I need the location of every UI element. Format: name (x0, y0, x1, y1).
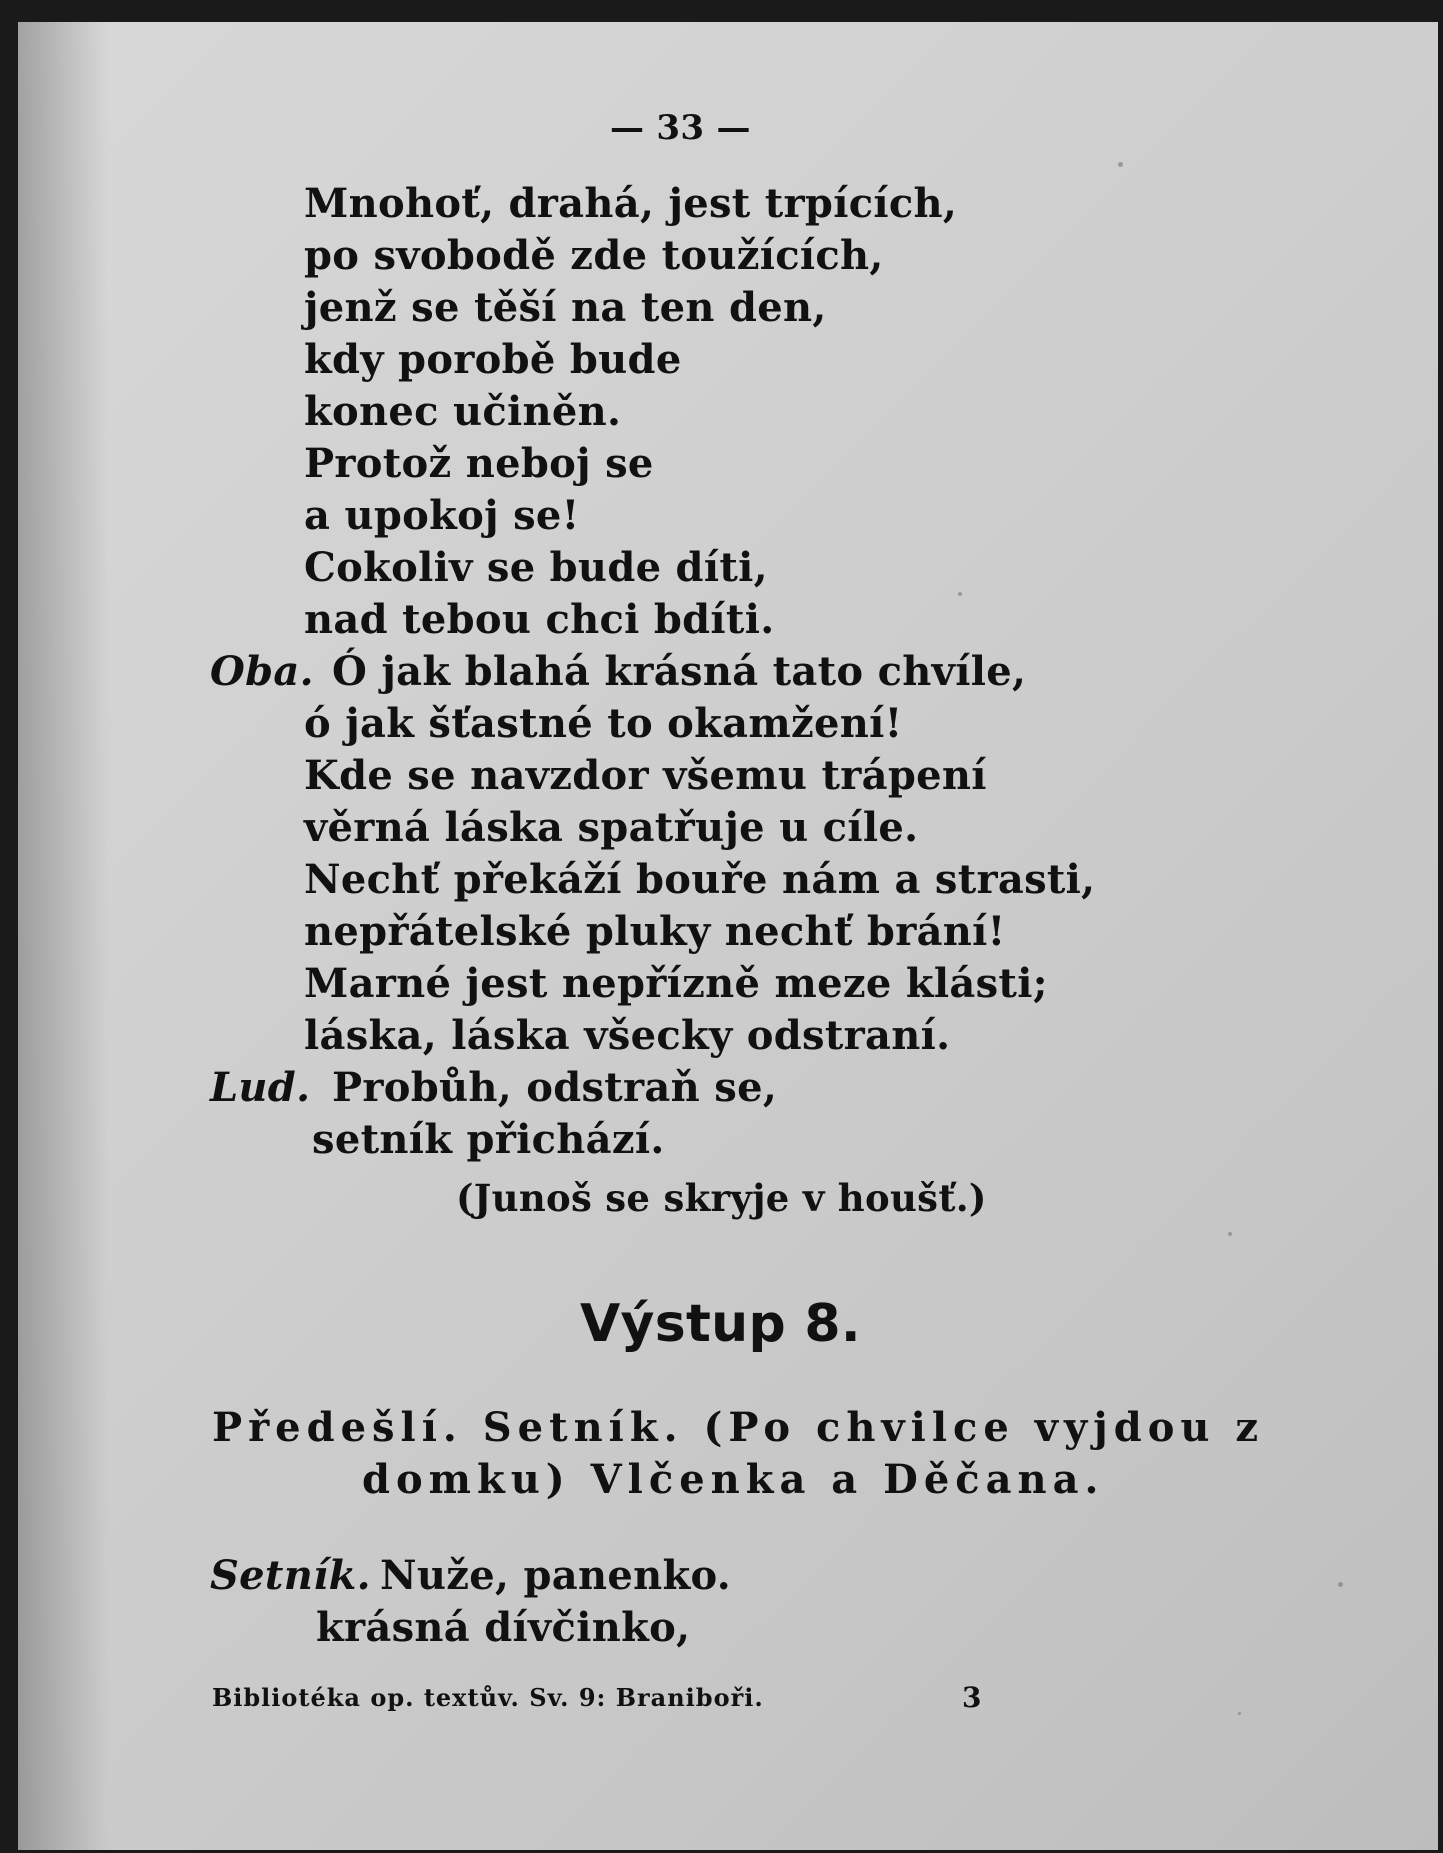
paper-speck (1338, 1582, 1343, 1587)
stage-direction: (Junoš se skryje v houšť.) (456, 1176, 987, 1220)
verse-line: Mnohoť, drahá, jest trpících, (304, 180, 958, 227)
verse-line: věrná láska spatřuje u cíle. (304, 804, 919, 851)
verse-line: Cokoliv se bude díti, (304, 544, 768, 591)
verse-line: Kde se navzdor všemu trápení (304, 752, 987, 799)
scene-description-line-1: Předešlí. Setník. (Po chvilce vyjdou z (212, 1404, 1265, 1451)
verse-line: ó jak šťastné to okamžení! (304, 700, 903, 747)
verse-line: Nechť překáží bouře nám a strasti, (304, 856, 1096, 903)
verse-line: Nuže, panenko. (380, 1552, 731, 1599)
paper-speck (1118, 162, 1123, 167)
verse-line: Probůh, odstraň se, (332, 1064, 778, 1111)
verse-line: setník přichází. (312, 1116, 665, 1163)
verse-line: Ó jak blahá krásná tato chvíle, (332, 648, 1027, 695)
verse-line: kdy porobě bude (304, 336, 682, 383)
paper-speck (1228, 1232, 1232, 1236)
book-page (18, 22, 1438, 1850)
verse-line: a upokoj se! (304, 492, 580, 539)
verse-line: nad tebou chci bdíti. (304, 596, 775, 643)
paper-speck (958, 592, 962, 596)
footer-sheet-mark: 3 (962, 1681, 983, 1714)
verse-line: konec učiněn. (304, 388, 622, 435)
verse-line: po svobodě zde toužících, (304, 232, 884, 279)
verse-line: nepřátelské pluky nechť brání! (304, 908, 1006, 955)
page-number: — 33 — (610, 108, 751, 148)
speaker-oba: Oba. (210, 648, 314, 695)
paper-speck (1238, 1712, 1241, 1715)
speaker-lud: Lud. (210, 1064, 311, 1111)
scene-heading: Výstup 8. (580, 1294, 861, 1354)
footer-source: Bibliotéka op. textův. Sv. 9: Braniboři. (212, 1683, 764, 1712)
verse-line: krásná dívčinko, (316, 1604, 691, 1651)
verse-line: Marné jest nepřízně meze klásti; (304, 960, 1048, 1007)
scene-description-line-2: domku) Vlčenka a Děčana. (362, 1456, 1105, 1503)
verse-line: Protož neboj se (304, 440, 654, 487)
speaker-setnik: Setník. (210, 1552, 371, 1599)
verse-line: jenž se těší na ten den, (304, 284, 827, 331)
verse-line: láska, láska všecky odstraní. (304, 1012, 951, 1059)
page-gutter-shadow (18, 22, 108, 1850)
